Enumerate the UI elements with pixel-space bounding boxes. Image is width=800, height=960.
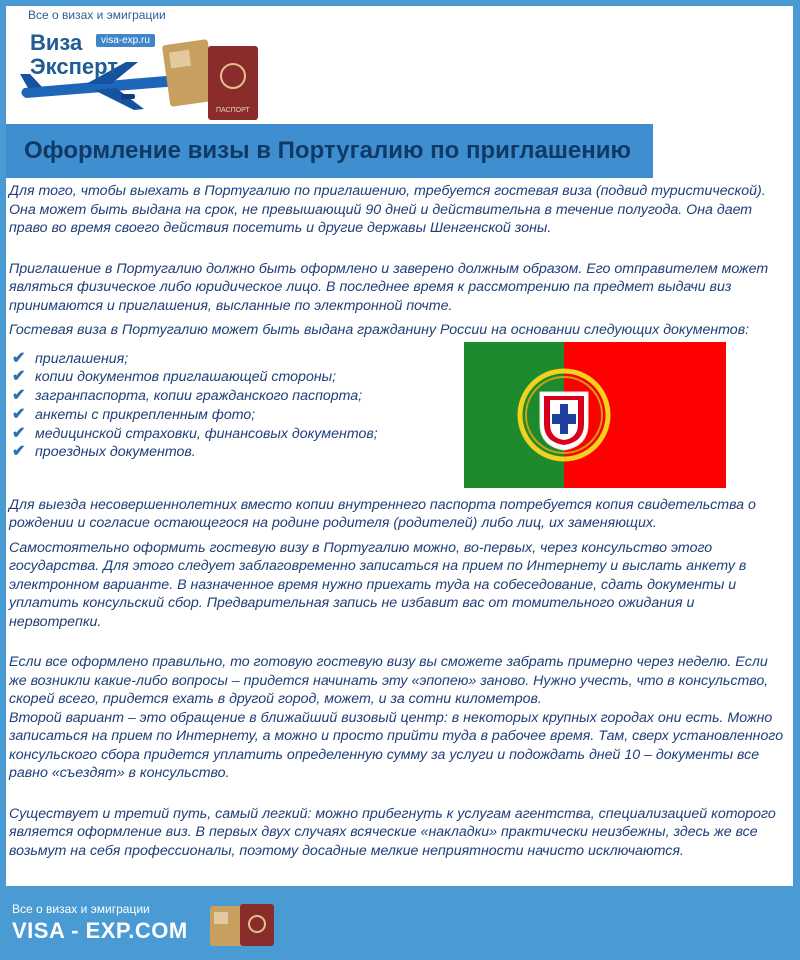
documents-section <box>9 346 785 496</box>
svg-text:ПАСПОРТ: ПАСПОРТ <box>216 107 250 114</box>
title-bar <box>6 124 653 178</box>
list-item: ✔ анкеты с прикрепленным фото; <box>12 405 256 423</box>
article-body <box>6 182 788 866</box>
list-item: ✔ медицинской страховки, финансовых документов; <box>12 424 378 442</box>
paragraph-visa-center: Второй вариант – это обращение в ближайший визовый центр: в некоторых крупных городах они есть. Можно записаться на прием по Интернету, а можно и просто прийти туда в рабочее время. Там, сверх установленного консульского сбора придется уплатить определенную сумму за услуги и подождать дней 10 – документы все равно «съездят» в консульство. <box>9 709 784 781</box>
list-item: ✔ приглашения; <box>12 349 129 367</box>
checkmark-icon: ✔ <box>12 387 26 405</box>
list-item: ✔ копии документов приглашающей стороны; <box>12 368 337 386</box>
paragraph-result: Если все оформлено правильно, то готовую гостевую визу вы сможете забрать примерно через неделю. Если же возникли какие-либо вопросы – придется начинать эту «эпопею» заново. Нужно учесть, что в консульство, скорей всего, придется ехать в другой город, может, и за сотни километров. <box>9 654 769 707</box>
footer-brand[interactable]: VISA - EXP.COM <box>12 918 188 943</box>
paragraph-invitation: Приглашение в Португалию должно быть оформлено и заверено должным образом. Его отправителем может являться физическое либо юридическое лицо. В последнее время к рассмотрению па предмет выдачи виз принимаются и приглашения, высланные по электронной почте. <box>9 260 769 314</box>
paragraph-consulate: Самостоятельно оформить гостевую визу в Португалию можно, во-первых, через консульство этого государства. Для этого следует заблаговременно записаться на прием по Интернету и выслать анкету в электронном варианте. В назначенное время нужно приехать туда на собеседование, сдать документы и уплатить консульский сбор. Предварительная запись не избавит вас от томительного ожидания и нервотрепки. <box>9 539 747 630</box>
article-card <box>6 6 793 886</box>
checkmark-icon: ✔ <box>12 349 26 367</box>
portugal-flag-image <box>464 342 726 488</box>
logo-url-badge: visa-exp.ru <box>96 34 155 47</box>
paragraph-minors: Для выезда несовершеннолетних вместо копии внутреннего паспорта потребуется копия свидетельства о рождении и согласие остающегося на родине родителя (родителей) либо лиц, их заменяющих. <box>9 496 756 531</box>
site-tagline: Все о визах и эмиграции <box>28 8 166 22</box>
checkmark-icon: ✔ <box>12 443 26 461</box>
paragraph-documents-intro: Гостевая виза в Португалию может быть выдана гражданину России на основании следующих документов: <box>9 322 750 338</box>
site-footer <box>0 886 800 960</box>
passport-icon <box>208 902 278 948</box>
paragraph-agency: Существует и третий путь, самый легкий: можно прибегнуть к услугам агентства, специализацией которого является оформление виз. В первых двух случаях всяческие «накладки» практически неизбежны, здесь же все возьмут на себя профессионалы, поэтому досадные мелкие неприятности начисто исключаются. <box>9 805 776 859</box>
checkmark-icon: ✔ <box>12 405 26 423</box>
logo-word-expert: Эксперт <box>30 54 119 79</box>
footer-tagline: Все о визах и эмиграции <box>12 902 150 916</box>
passport-icon <box>162 39 258 120</box>
list-item: ✔ проездных документов. <box>12 443 196 461</box>
paragraph-intro: Для того, чтобы выехать в Португалию по приглашению, требуется гостевая виза (подвид туристической). Она может быть выдана на срок, не превышающий 90 дней и действительна в течение полугода. Она дает право во время своего действия посетить и другие державы Шенгенской зоны. <box>9 183 766 236</box>
site-logo[interactable] <box>16 24 266 124</box>
site-header <box>6 6 793 124</box>
checkmark-icon: ✔ <box>12 368 26 386</box>
logo-word-visa: Виза <box>30 30 83 55</box>
checkmark-icon: ✔ <box>12 424 26 442</box>
list-item: ✔ загранпаспорта, копии гражданского паспорта; <box>12 387 363 405</box>
documents-list <box>9 350 378 463</box>
page-title: Оформление визы в Португалию по приглашению <box>24 137 631 164</box>
